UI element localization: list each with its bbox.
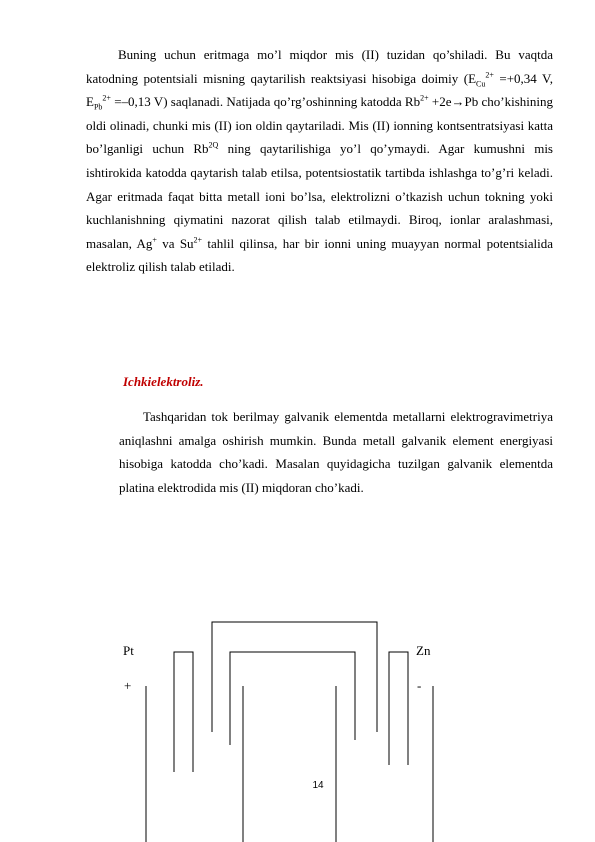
superscript-charge: +: [152, 235, 157, 245]
text-segment: tahlil qilinsa, har bir ionni uning muayyan normal potentsialida elektroliz qilish talab etiladi.: [86, 235, 553, 275]
subscript-cu: Cu: [476, 79, 486, 89]
text-segment: va Su: [156, 235, 194, 251]
superscript-charge: 2+: [420, 93, 429, 103]
paragraph-electrolysis-conditions: [86, 43, 553, 279]
paragraph-internal-electrolysis: Tashqaridan tok berilmay galvanik elementda metallarni elektrogravimetriya aniqlashni amalga oshirish mumkin. Bunda metall galvanik element energiyasi hisobiga katodda cho’kadi. Masalan quyidagicha tuzilgan galvanik elementda platina elektrodida mis (II) miqdoran cho’kadi.: [119, 409, 553, 495]
section-heading: Ichkielektroliz.: [123, 374, 204, 389]
text-segment: ning qaytarilishiga yo’l qo’ymaydi. Agar kumushni mis ishtirokida katodda qaytarish talab etilsa, potentsiostatik tartibda ishlashga to’g’ri keladi. Agar eritmada faqat bitta metall ioni bo’lsa, elektrolizni o’tkazish uchun tokning yoki kuchlanishning qiymatini nazorat qilish talab etilmaydi. Biroq, ionlar aralashmasi, masalan, Ag: [86, 141, 553, 251]
text-segment: =–0,13 V) saqlanadi. Natijada qo’rg’oshinning katodda Rb: [110, 94, 421, 110]
label-plus: +: [124, 678, 132, 693]
text-segment: =+0,34 V, E: [86, 70, 553, 110]
superscript-charge: 2Q: [208, 141, 219, 151]
electrode-pt: [174, 652, 193, 772]
wire-connection: [212, 622, 377, 732]
galvanic-cell-diagram: [0, 600, 595, 842]
subscript-pb: Pb: [93, 102, 103, 112]
label-zn: Zn: [416, 643, 431, 658]
superscript-charge: 2+: [485, 70, 494, 80]
label-minus: -: [417, 678, 422, 693]
text-segment: +2e→Pb cho’kishining oldi olinadi, chunki mis (II) ion oldin qaytariladi. Mis (II) ionning kontsentratsiyasi katta bo’lganligi uchun Rb: [86, 94, 553, 157]
superscript-charge: 2+: [193, 235, 203, 245]
label-pt: Pt: [123, 643, 134, 658]
page-number: 14: [312, 780, 324, 791]
electrode-zn: [389, 652, 408, 765]
text-segment: Buning uchun eritmaga mo’l miqdor mis (II) tuzidan qo’shiladi. Bu vaqtda katodning potentsiali misning qaytarilish reaktsiyasi hisobiga doimiy (E: [86, 47, 553, 86]
superscript-charge: 2+: [102, 93, 111, 103]
